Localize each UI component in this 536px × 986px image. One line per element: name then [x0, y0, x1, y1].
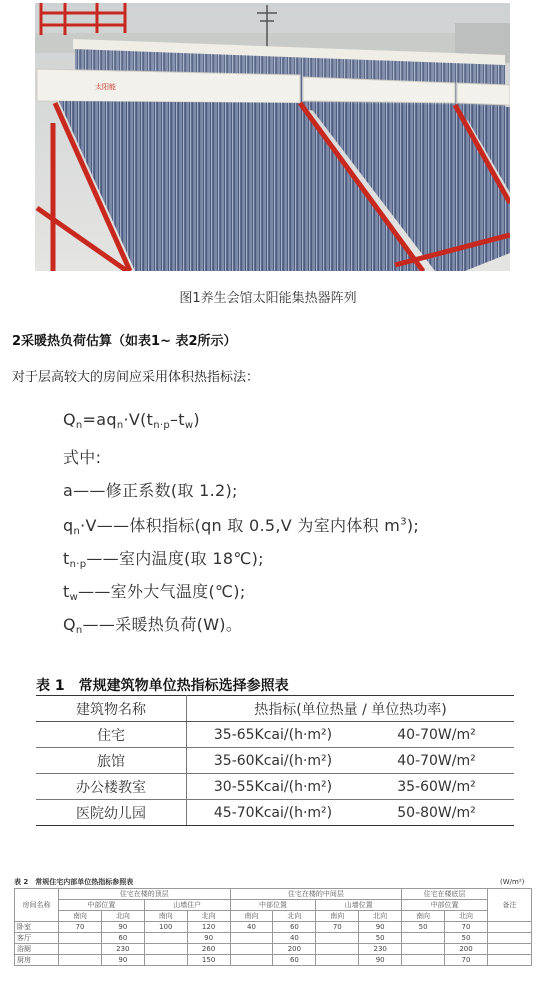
- table-row: [36, 774, 514, 800]
- table1-title: 表 1 常规建筑物单位热指标选择参照表: [36, 678, 289, 694]
- table-row: [15, 933, 532, 944]
- table-row: [15, 944, 532, 955]
- table2-orient: 南向: [144, 911, 187, 922]
- solar-collector-photo: [35, 3, 510, 271]
- heat-value: 90: [101, 922, 144, 933]
- table2-orient: 北向: [187, 911, 230, 922]
- heat-kcal: 45-70Kcai/(h·m²): [187, 800, 360, 826]
- heat-value: [144, 955, 187, 966]
- heat-value: 90: [359, 955, 402, 966]
- table2-header-room: 房间名称: [15, 889, 59, 922]
- table2-orientation-row: [15, 911, 532, 922]
- table-row: [15, 922, 532, 933]
- table1-header-index: 热指标(单位热量 / 单位热功率): [187, 696, 515, 722]
- heat-value: 150: [187, 955, 230, 966]
- intro-text: 对于层高较大的房间应采用体积热指标法：: [12, 370, 260, 385]
- heat-value: [144, 933, 187, 944]
- heat-value: 200: [273, 944, 316, 955]
- heat-kcal: 30-55Kcai/(h·m²): [187, 774, 360, 800]
- building-name: 医院幼儿园: [36, 800, 187, 826]
- heat-value: [316, 944, 359, 955]
- solar-collector-illustration: [35, 3, 510, 271]
- heat-value: 60: [273, 955, 316, 966]
- heat-value: 50: [445, 933, 488, 944]
- table2-orient: 南向: [316, 911, 359, 922]
- heat-value: [402, 955, 445, 966]
- table2-orient: 南向: [230, 911, 273, 922]
- table2-pos: 中部位置: [402, 900, 488, 911]
- heat-value: [316, 955, 359, 966]
- table2-orient: 北向: [359, 911, 402, 922]
- room-name: 厨房: [15, 955, 59, 966]
- heat-value: [316, 933, 359, 944]
- table2-pos: 中部位置: [59, 900, 145, 911]
- heat-value: 90: [359, 922, 402, 933]
- heat-value: 60: [273, 922, 316, 933]
- table2-pos: 中部位置: [230, 900, 316, 911]
- heat-value: 90: [101, 955, 144, 966]
- heat-value: 40: [273, 933, 316, 944]
- heat-value: [402, 933, 445, 944]
- table2-orient: 北向: [445, 911, 488, 922]
- heat-value: 90: [187, 933, 230, 944]
- table2-body: [15, 922, 532, 966]
- heat-value: 50: [402, 922, 445, 933]
- heat-watt: 40-70W/m²: [359, 748, 514, 774]
- note-cell: [488, 944, 532, 955]
- note-cell: [488, 955, 532, 966]
- table-row: [15, 955, 532, 966]
- heat-watt: 40-70W/m²: [359, 722, 514, 748]
- room-name: 浴厕: [15, 944, 59, 955]
- heat-value: 260: [187, 944, 230, 955]
- heat-value: [230, 933, 273, 944]
- heat-value: [59, 955, 102, 966]
- note-cell: [488, 933, 532, 944]
- formula-def-qv: $q_n\cdot V——$体积指标(qn 取 0.5,V 为室内体积 $m^3$);: [63, 516, 420, 537]
- room-name: 客厅: [15, 933, 59, 944]
- table2-orient: 南向: [402, 911, 445, 922]
- table2-pos: 山墙位置: [316, 900, 402, 911]
- formula-def-a: a——修正系数(取 1.2);: [63, 481, 238, 500]
- table2: [14, 888, 532, 966]
- heat-value: 120: [187, 922, 230, 933]
- figure-caption: 图1养生会馆太阳能集热器阵列: [179, 291, 357, 306]
- table2-title: 表 2 常规住宅内部单位热指标参照表: [14, 878, 134, 886]
- heat-value: 50: [359, 933, 402, 944]
- heat-watt: 50-80W/m²: [359, 800, 514, 826]
- heat-value: 230: [101, 944, 144, 955]
- table2-group-top: 住宅在楼的顶层: [59, 889, 231, 900]
- table2-unit: (W/m²): [500, 878, 525, 886]
- heat-value: 70: [445, 922, 488, 933]
- heat-value: [230, 944, 273, 955]
- heat-value: 70: [316, 922, 359, 933]
- brand-text: 太阳能: [95, 83, 116, 91]
- heat-value: [59, 933, 102, 944]
- note-cell: [488, 922, 532, 933]
- table2-pos: 山墙住户: [144, 900, 230, 911]
- heat-value: [402, 944, 445, 955]
- heat-value: 200: [445, 944, 488, 955]
- heat-watt: 35-60W/m²: [359, 774, 514, 800]
- heat-value: 70: [59, 922, 102, 933]
- heat-value: 60: [101, 933, 144, 944]
- heat-value: [230, 955, 273, 966]
- building-name: 住宅: [36, 722, 187, 748]
- heat-value: [59, 944, 102, 955]
- table-row: [36, 722, 514, 748]
- table2-header-row: [15, 889, 532, 900]
- room-name: 卧室: [15, 922, 59, 933]
- heat-value: 70: [445, 955, 488, 966]
- formula-def-tnp: $t_{n\cdot p}——$室内温度(取 18℃);: [63, 549, 264, 570]
- formula-where: 式中:: [63, 448, 102, 467]
- formula-main: $Q_n=aq_n\cdot V(t_{n\cdot p}-t_w)$: [63, 410, 200, 431]
- heat-value: 40: [230, 922, 273, 933]
- heat-value: 100: [144, 922, 187, 933]
- formula-def-qn: $Q_n——$采暖热负荷(W)。: [63, 615, 243, 636]
- table2-orient: 北向: [101, 911, 144, 922]
- heat-kcal: 35-60Kcai/(h·m²): [187, 748, 360, 774]
- section-title: 2采暖热负荷估算（如表1~ 表2所示）: [12, 334, 237, 349]
- table-row: [36, 748, 514, 774]
- table1: [36, 695, 514, 826]
- table1-header-name: 建筑物名称: [36, 696, 187, 722]
- building-name: 办公楼教室: [36, 774, 187, 800]
- heat-value: [144, 944, 187, 955]
- heat-value: 230: [359, 944, 402, 955]
- table2-group-mid: 住宅在楼的中间层: [230, 889, 402, 900]
- table2-orient: 南向: [59, 911, 102, 922]
- table2-group-bottom: 住宅在楼底层: [402, 889, 488, 900]
- table2-orient: 北向: [273, 911, 316, 922]
- heat-kcal: 35-65Kcai/(h·m²): [187, 722, 360, 748]
- table2-header-note: 备注: [488, 889, 532, 922]
- formula-def-tw: $t_w——$室外大气温度(℃);: [63, 582, 246, 603]
- building-name: 旅馆: [36, 748, 187, 774]
- table-row: [36, 800, 514, 826]
- table2-position-row: [15, 900, 532, 911]
